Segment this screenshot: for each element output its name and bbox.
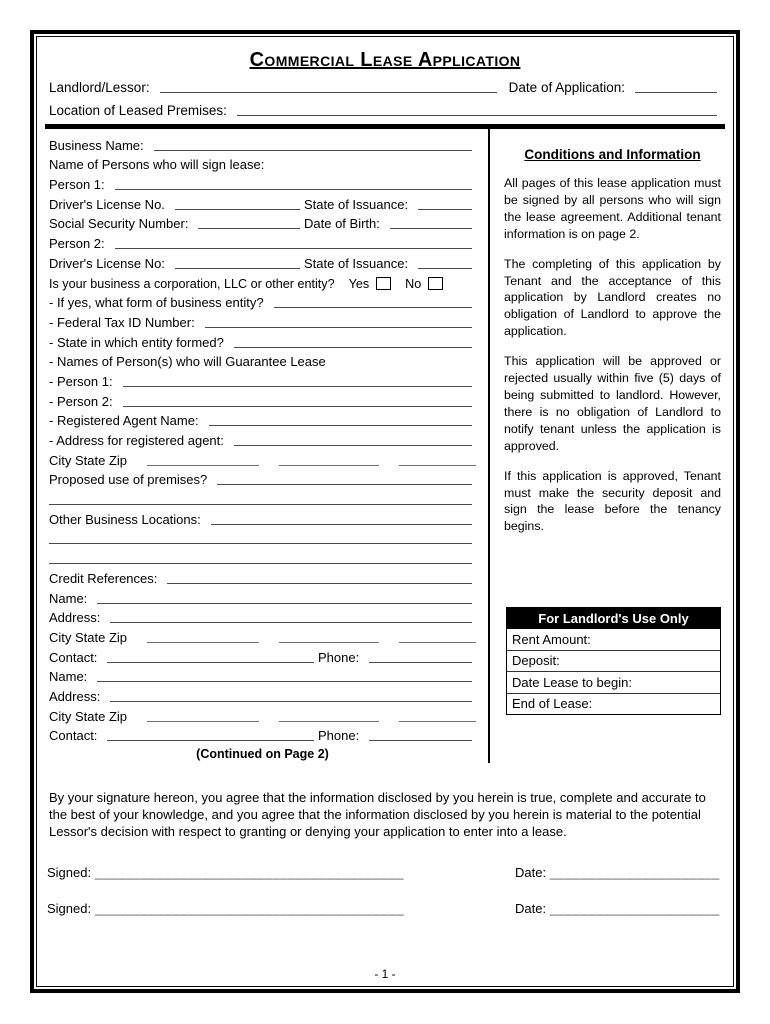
- person2-label: Person 2:: [49, 236, 105, 252]
- reference1-contact-field-line[interactable]: [107, 649, 314, 663]
- conditions-paragraph-1: All pages of this lease application must be signed by all persons who will sign the lease agreement. Additional tenant information is on page 2.: [504, 176, 721, 241]
- conditions-paragraph-3: This application will be approved or rejected usually within five (5) days of being submitted to landlord. However, there is no obligation of Landlord to notify tenant unless the application is approved.: [504, 354, 721, 453]
- drivers-license-label: Driver's License No.: [49, 196, 165, 212]
- registered-agent-field-line[interactable]: [209, 412, 472, 426]
- reference2-address-field-line[interactable]: [110, 688, 472, 702]
- date-of-birth-field-line[interactable]: [390, 215, 472, 229]
- landlord-use-only-title: For Landlord's Use Only: [507, 608, 720, 629]
- reference1-address-label: Address:: [49, 610, 101, 626]
- registered-agent-address-field-line[interactable]: [234, 432, 472, 446]
- business-name-field-line[interactable]: [154, 137, 472, 151]
- other-locations-overflow-line-2[interactable]: [49, 550, 472, 564]
- reference1-city-state-zip-label: City State Zip: [49, 629, 128, 645]
- drivers-license2-label: Driver's License No:: [49, 255, 165, 271]
- agent-zip-field-line[interactable]: [399, 454, 476, 466]
- page-content: [36, 36, 734, 987]
- agent-state-field-line[interactable]: [279, 454, 379, 466]
- conditions-column: [490, 129, 727, 763]
- page-number: - 1 -: [374, 967, 396, 981]
- reference2-address-label: Address:: [49, 688, 101, 704]
- reference2-state-field-line[interactable]: [279, 710, 379, 722]
- state-of-issuance2-field-line[interactable]: [418, 255, 472, 269]
- proposed-use-field-line[interactable]: [217, 471, 472, 485]
- reference1-city-field-line[interactable]: [147, 631, 259, 643]
- drivers-license2-field-line[interactable]: [175, 255, 300, 269]
- reference2-name-label: Name:: [49, 669, 88, 685]
- reference1-state-field-line[interactable]: [279, 631, 379, 643]
- date1-label: Date:: [515, 865, 547, 881]
- state-formed-field-line[interactable]: [234, 334, 472, 348]
- date2-field-line[interactable]: ______________________: [549, 901, 720, 917]
- proposed-use-label: Proposed use of premises?: [49, 472, 208, 488]
- guarantor-person2-field-line[interactable]: [123, 393, 472, 407]
- person1-label: Person 1:: [49, 177, 105, 193]
- date-of-application-label: Date of Application:: [508, 80, 625, 95]
- form-title: Commercial Lease Application: [249, 49, 521, 71]
- conditions-title: Conditions and Information: [524, 147, 701, 162]
- yes-label: Yes: [348, 276, 370, 291]
- federal-tax-id-field-line[interactable]: [205, 314, 472, 328]
- conditions-paragraph-2: The completing of this application by Tenant and the acceptance of this application by Landlord creates no obligation of Landlord to approve the application.: [504, 256, 721, 339]
- person1-field-line[interactable]: [115, 176, 472, 190]
- agent-city-field-line[interactable]: [147, 454, 259, 466]
- state-of-issuance-field-line[interactable]: [418, 196, 472, 210]
- landlord-field-line[interactable]: [160, 79, 497, 93]
- proposed-use-overflow-line[interactable]: [49, 491, 472, 505]
- state-of-issuance2-label: State of Issuance:: [304, 255, 409, 271]
- reference2-city-state-zip-label: City State Zip: [49, 708, 128, 724]
- other-locations-field-line[interactable]: [211, 511, 472, 525]
- no-label: No: [405, 276, 422, 291]
- reference2-phone-field-line[interactable]: [369, 727, 472, 741]
- business-name-label: Business Name:: [49, 137, 144, 153]
- reference1-name-field-line[interactable]: [97, 590, 472, 604]
- location-label: Location of Leased Premises:: [49, 103, 227, 118]
- date2-label: Date:: [515, 901, 547, 917]
- page-border-frame: [30, 30, 740, 993]
- conditions-paragraph-4: If this application is approved, Tenant must make the security deposit and sign the lease before the tenancy begins.: [504, 468, 721, 534]
- registered-agent-address-label: - Address for registered agent:: [49, 433, 224, 448]
- signature-agreement-text: By your signature hereon, you agree that the information disclosed by you herein is true, complete and accurate to the best of your knowledge, and you agree that the information disclosed by you herein is material to the potential Lessor's decision with respect to granting or denying your application to enter into a lease.: [49, 790, 706, 840]
- no-checkbox[interactable]: [428, 277, 443, 290]
- signed1-label: Signed:: [47, 865, 92, 881]
- reference2-contact-label: Contact:: [49, 728, 98, 744]
- reference2-zip-field-line[interactable]: [399, 710, 476, 722]
- state-of-issuance-label: State of Issuance:: [304, 196, 409, 212]
- signed2-field-line[interactable]: ________________________________________: [94, 901, 404, 917]
- reference1-phone-field-line[interactable]: [369, 649, 472, 663]
- agent-city-state-zip-label: City State Zip: [49, 452, 128, 468]
- reference1-phone-label: Phone:: [318, 649, 360, 665]
- person2-field-line[interactable]: [115, 235, 472, 249]
- guarantee-lease-label: - Names of Person(s) who will Guarantee Lease: [49, 354, 326, 370]
- lease-end-field[interactable]: End of Lease:: [507, 693, 720, 715]
- sign-lease-label: Name of Persons who will sign lease:: [49, 157, 265, 173]
- credit-references-field-line[interactable]: [167, 570, 472, 584]
- yes-checkbox[interactable]: [376, 277, 391, 290]
- rent-amount-field[interactable]: Rent Amount:: [512, 631, 591, 647]
- signed1-field-line[interactable]: ________________________________________: [94, 865, 404, 881]
- credit-references-label: Credit References:: [49, 570, 158, 586]
- corporation-question-label: Is your business a corporation, LLC or other entity?: [49, 276, 335, 291]
- reference1-zip-field-line[interactable]: [399, 631, 476, 643]
- registered-agent-label: - Registered Agent Name:: [49, 413, 199, 429]
- signature-section: [43, 790, 727, 916]
- applicant-fields-column: [43, 129, 490, 763]
- other-locations-overflow-line-1[interactable]: [49, 530, 472, 544]
- reference2-name-field-line[interactable]: [97, 668, 472, 682]
- drivers-license-field-line[interactable]: [175, 196, 300, 210]
- reference2-city-field-line[interactable]: [147, 710, 259, 722]
- landlord-label: Landlord/Lessor:: [49, 80, 150, 95]
- guarantor-person1-label: - Person 1:: [49, 373, 113, 389]
- business-entity-form-field-line[interactable]: [274, 294, 472, 308]
- landlord-use-only-box: [506, 607, 721, 715]
- state-formed-label: - State in which entity formed?: [49, 334, 224, 350]
- continued-on-page2-note: (Continued on Page 2): [196, 747, 329, 762]
- ssn-field-line[interactable]: [198, 215, 300, 229]
- reference1-name-label: Name:: [49, 590, 88, 606]
- federal-tax-id-label: - Federal Tax ID Number:: [49, 314, 195, 330]
- date1-field-line[interactable]: ______________________: [549, 865, 720, 881]
- ssn-label: Social Security Number:: [49, 216, 189, 232]
- signed2-label: Signed:: [47, 901, 92, 917]
- business-entity-form-label: - If yes, what form of business entity?: [49, 295, 264, 311]
- guarantor-person2-label: - Person 2:: [49, 393, 113, 409]
- other-locations-label: Other Business Locations:: [49, 511, 201, 527]
- deposit-field[interactable]: Deposit:: [507, 650, 720, 672]
- reference1-address-field-line[interactable]: [110, 609, 472, 623]
- date-of-birth-label: Date of Birth:: [304, 216, 380, 232]
- lease-begin-field[interactable]: Date Lease to begin:: [507, 671, 720, 693]
- reference2-phone-label: Phone:: [318, 728, 360, 744]
- reference2-contact-field-line[interactable]: [107, 727, 314, 741]
- date-of-application-field-line[interactable]: [635, 79, 717, 93]
- location-field-line[interactable]: [237, 102, 717, 116]
- reference1-contact-label: Contact:: [49, 649, 98, 665]
- guarantor-person1-field-line[interactable]: [123, 373, 472, 387]
